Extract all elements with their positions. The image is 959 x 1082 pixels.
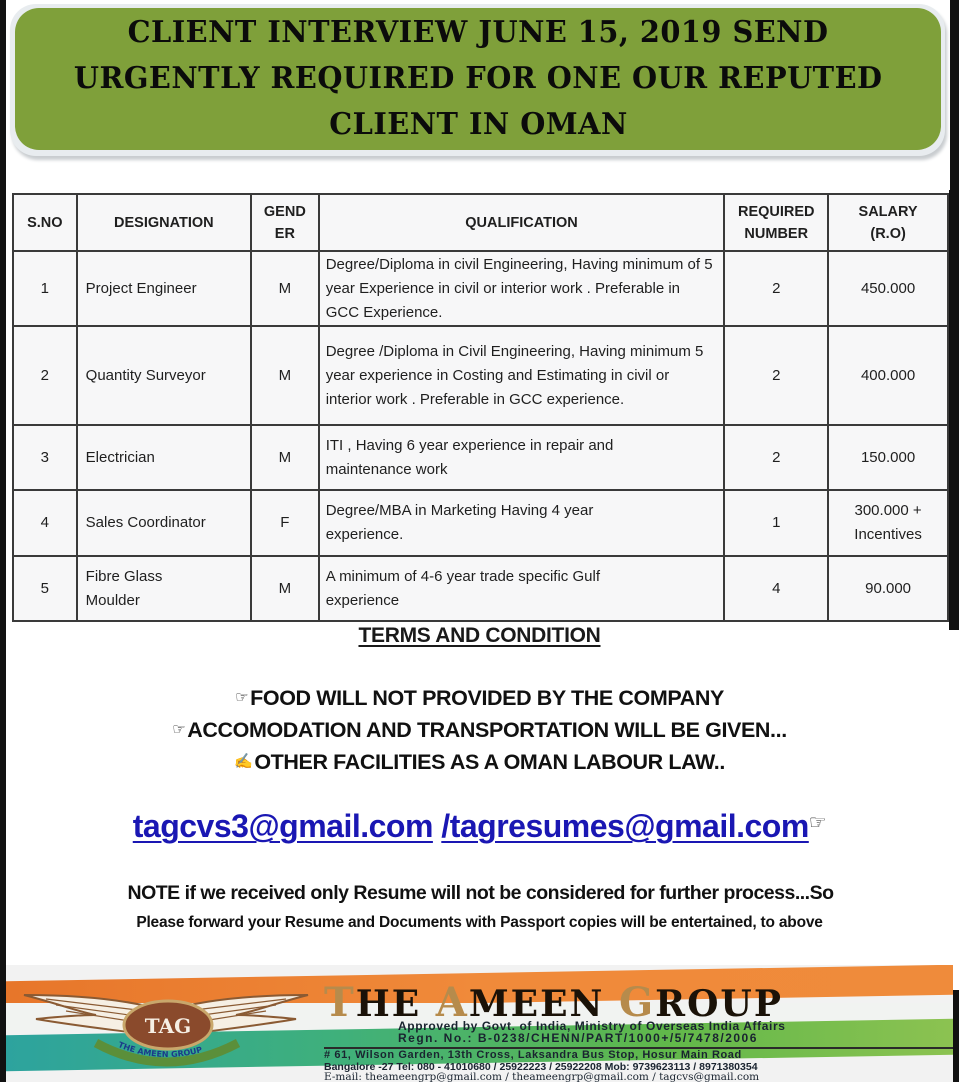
term-text: FOOD WILL NOT PROVIDED BY THE COMPANY bbox=[250, 686, 724, 710]
company-emails: E-mail: theameengrp@gmail.com / theameengrp@gmail.com / tagcvs@gmail.com bbox=[324, 1071, 760, 1082]
brand-letter: A bbox=[435, 979, 469, 1026]
note-line: NOTE if we received only Resume will not be considered for further process...So bbox=[127, 882, 834, 904]
header-sno: S.NO bbox=[13, 194, 77, 251]
cell-designation: Project Engineer bbox=[77, 251, 251, 326]
cell-qualification bbox=[319, 556, 725, 621]
table-row bbox=[13, 490, 948, 556]
header-gender bbox=[251, 194, 319, 251]
header-salary bbox=[828, 194, 948, 251]
cell-qualification: Degree/Diploma in civil Engineering, Having minimum of 5 year Experience in civil or interior work . Preferable in GCC Experience. bbox=[319, 251, 725, 326]
email-link-tagcvs3[interactable]: tagcvs3@gmail.com bbox=[132, 808, 433, 844]
table-header-row bbox=[13, 194, 948, 251]
cell-sno: 2 bbox=[13, 326, 77, 425]
brand-word: ROUP bbox=[655, 983, 783, 1025]
headline-banner bbox=[15, 8, 941, 150]
cell-gender: M bbox=[251, 251, 319, 326]
term-item bbox=[0, 746, 959, 778]
header-designation: DESIGNATION bbox=[77, 194, 251, 251]
brand-letter: G bbox=[618, 979, 656, 1026]
cell-gender: M bbox=[251, 326, 319, 425]
term-text: OTHER FACILITIES AS A OMAN LABOUR LAW.. bbox=[254, 750, 725, 774]
brand-word: MEEN bbox=[468, 983, 619, 1025]
headline-line-2: URGENTLY REQUIRED FOR ONE OUR REPUTED bbox=[73, 61, 883, 96]
cell-sno: 3 bbox=[13, 425, 77, 490]
svg-text:TAG: TAG bbox=[144, 1014, 192, 1038]
cell-qualification: Degree /Diploma in Civil Engineering, Having minimum 5 year experience in Costing and Estimating in civil or interior work . Preferable in GCC experience. bbox=[319, 326, 725, 425]
cell-gender: M bbox=[251, 425, 319, 490]
cell-salary: 150.000 bbox=[828, 425, 948, 490]
pointing-hand-icon: ☞ bbox=[808, 812, 827, 834]
tag-wings-logo-icon bbox=[16, 981, 316, 1071]
svg-text:THE AMEEN GROUP: THE AMEEN GROUP bbox=[116, 1040, 204, 1060]
table-row bbox=[13, 251, 948, 326]
job-table-container bbox=[12, 193, 949, 622]
company-name bbox=[324, 979, 783, 1026]
cell-gender: M bbox=[251, 556, 319, 621]
frame-border-right bbox=[950, 0, 959, 190]
cell-salary: 90.000 bbox=[828, 556, 948, 621]
qualification-text: A minimum of 4-6 year trade specific Gulf experience bbox=[325, 567, 600, 609]
cell-designation bbox=[77, 556, 251, 621]
table-row bbox=[13, 326, 948, 425]
company-phones: Bangalore -27 Tel: 080 - 41010680 / 25922223 / 25922208 Mob: 9739623113 / 8971380354 bbox=[324, 1061, 758, 1073]
header-salary-text: SALARY (R.O) bbox=[858, 203, 918, 242]
approval-text: Approved by Govt. of India, Ministry of Overseas India Affairs bbox=[398, 1019, 786, 1033]
contact-emails bbox=[0, 808, 959, 845]
cell-required: 2 bbox=[724, 326, 828, 425]
cell-designation: Electrician bbox=[77, 425, 251, 490]
job-table bbox=[12, 193, 949, 622]
cell-qualification bbox=[319, 425, 725, 490]
cell-salary bbox=[828, 490, 948, 556]
qualification-text: Degree/MBA in Marketing Having 4 year experience. bbox=[325, 502, 594, 543]
terms-list bbox=[0, 682, 959, 778]
cell-designation: Sales Coordinator bbox=[77, 490, 251, 556]
table-row bbox=[13, 425, 948, 490]
terms-title-text: TERMS AND CONDITION bbox=[358, 624, 601, 647]
table-row bbox=[13, 556, 948, 621]
frame-border-right bbox=[953, 990, 959, 1082]
email-link-tagresumes[interactable]: /tagresumes@gmail.com bbox=[441, 808, 809, 844]
cell-required: 1 bbox=[724, 490, 828, 556]
headline-line-1: CLIENT INTERVIEW JUNE 15, 2019 SEND bbox=[127, 15, 829, 50]
salary-text: 300.000 + Incentives bbox=[854, 502, 922, 543]
term-text: ACCOMODATION AND TRANSPORTATION WILL BE GIVEN... bbox=[187, 718, 787, 742]
cell-gender: F bbox=[251, 490, 319, 556]
pointing-hand-icon: ☞ bbox=[235, 689, 249, 706]
cell-salary: 400.000 bbox=[828, 326, 948, 425]
cell-qualification bbox=[319, 490, 725, 556]
cell-required: 2 bbox=[724, 425, 828, 490]
qualification-text: ITI , Having 6 year experience in repair and maintenance work bbox=[325, 436, 614, 478]
note-instructions: Please forward your Resume and Documents with Passport copies will be entertained, to above bbox=[136, 914, 823, 931]
frame-border-right bbox=[949, 190, 959, 630]
header-gender-text: GEND ER bbox=[263, 203, 306, 242]
cell-required: 4 bbox=[724, 556, 828, 621]
brand-letter: T bbox=[324, 979, 356, 1026]
term-item bbox=[0, 714, 959, 746]
registration-number: Regn. No.: B-0238/CHENN/PART/1000+/5/7478/2006 bbox=[398, 1031, 758, 1045]
cell-designation: Quantity Surveyor bbox=[77, 326, 251, 425]
header-required bbox=[724, 194, 828, 251]
cell-required: 2 bbox=[724, 251, 828, 326]
company-footer-banner bbox=[6, 965, 953, 1082]
brand-word: HE bbox=[355, 983, 436, 1025]
cell-sno: 1 bbox=[13, 251, 77, 326]
cell-sno: 4 bbox=[13, 490, 77, 556]
header-qualification: QUALIFICATION bbox=[319, 194, 725, 251]
company-address: # 61, Wilson Garden, 13th Cross, Laksandra Bus Stop, Hosur Main Road bbox=[324, 1049, 742, 1061]
writing-hand-icon: ✍ bbox=[234, 753, 253, 770]
header-required-text: REQUIRED NUMBER bbox=[737, 203, 815, 242]
term-item bbox=[0, 682, 959, 714]
cell-sno: 5 bbox=[13, 556, 77, 621]
cell-salary: 450.000 bbox=[828, 251, 948, 326]
pointing-hand-icon: ☞ bbox=[172, 721, 186, 738]
designation-text: Fibre Glass Moulder bbox=[85, 567, 163, 609]
headline-line-3: CLIENT IN OMAN bbox=[328, 107, 628, 142]
terms-title bbox=[0, 624, 959, 648]
